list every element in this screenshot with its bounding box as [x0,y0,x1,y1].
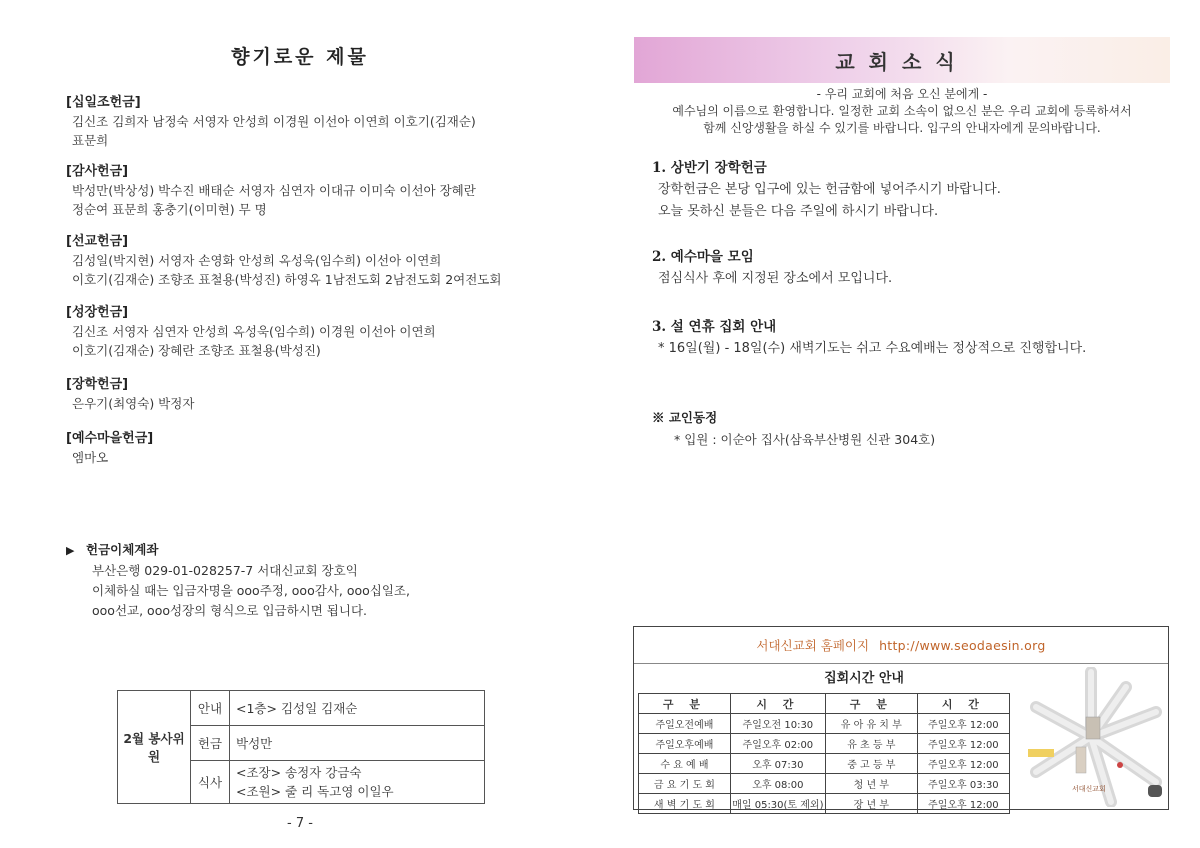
table-cell: 주일오전 10:30 [730,714,825,734]
news-body: 오늘 못하신 분들은 다음 주일에 하시기 바랍니다. [658,204,939,219]
offering-tithe [66,93,566,150]
offering-names: 엠마오 [72,450,109,465]
member-news-heading: ※ 교인동정 [652,410,718,425]
news-body: 장학헌금은 본당 입구에 있는 헌금함에 넣어주시기 바랍니다. [658,182,1001,197]
offering-heading: [십일조헌금] [66,95,141,110]
service-info-box [633,626,1169,810]
offerings-title: 향기로운 제물 [231,46,369,68]
homepage-label: 서대신교회 홈페이지 [756,638,870,653]
table-cell: 주일오후 12:00 [917,794,1009,814]
offering-scholarship [66,375,566,413]
schedule-table [638,693,1010,814]
news-item-scholarship [652,157,1172,223]
table-cell: 오후 07:30 [730,754,825,774]
volunteer-label: 2월 봉사위원 [118,691,191,804]
news-item-village [652,246,1172,290]
table-cell: 주일오후 12:00 [917,714,1009,734]
offering-mission [66,232,566,289]
offering-names: 이호기(김재순) 장혜란 조향조 표철용(박성진) [72,343,321,358]
offering-names: 박성만(박상성) 박수진 배태순 서영자 심연자 이대규 이미숙 이선아 장혜란 [72,183,476,198]
table-cell: 청 년 부 [825,774,917,794]
table-cell: 장 년 부 [825,794,917,814]
news-heading: 3. 설 연휴 집회 안내 [652,319,777,335]
table-cell: 주일오후 03:30 [917,774,1009,794]
table-row [639,734,1010,754]
welcome-line: 함께 신앙생활을 하실 수 있기를 바랍니다. 입구의 안내자에게 문의바랍니다. [703,121,1101,135]
table-cell: 주일오전예배 [639,714,731,734]
offering-names: 김신조 김희자 남정숙 서영자 안성희 이경원 이선아 이연희 이호기(김재순) [72,114,476,129]
offering-heading: [성장헌금] [66,305,129,320]
table-cell: 유 아 유 치 부 [825,714,917,734]
banner-title: 교회소식 [835,49,969,74]
volunteer-category: 식사 [191,761,230,804]
offering-heading: [감사헌금] [66,164,129,179]
table-row [639,754,1010,774]
table-cell: 유 초 등 부 [825,734,917,754]
member-news-line: * 입원 : 이순아 집사(삼육부산병원 신관 304호) [674,432,936,447]
news-body: 점심식사 후에 지정된 장소에서 모입니다. [658,271,893,286]
offering-names: 은우기(최영숙) 박정자 [72,396,195,411]
volunteer-table [117,690,485,804]
transfer-heading: ▶ 헌금이체계좌 [66,540,566,561]
offering-names: 김성일(박지현) 서영자 손영화 안성희 옥성욱(임수희) 이선아 이연희 [72,253,442,268]
homepage-url[interactable]: http://www.seodaesin.org [879,638,1046,653]
volunteer-names: <조장> 송정자 강금숙 <조원> 줄 리 독고영 이일우 [230,761,485,804]
table-cell: 주일오후 12:00 [917,754,1009,774]
offering-heading: [선교헌금] [66,234,129,249]
offering-names: 김신조 서영자 심연자 안성희 옥성욱(임수희) 이경원 이선아 이연희 [72,324,436,339]
table-cell: 수 요 예 배 [639,754,731,774]
table-row [639,714,1010,734]
offering-names: 정순여 표문희 홍충기(이미현) 무 명 [72,202,267,217]
table-row [118,691,485,726]
member-news [652,407,1172,451]
news-body: * 16일(월) - 18일(수) 새벽기도는 쉬고 수요예배는 정상적으로 진행합니다. [658,341,1087,356]
volunteer-category: 헌금 [191,726,230,761]
welcome-line: 예수님의 이름으로 환영합니다. 일정한 교회 소속이 없으신 분은 우리 교회에 등록하셔서 [672,104,1132,118]
table-cell: 매일 05:30(토 제외) [730,794,825,814]
schedule-title: 집회시간 안내 [824,671,904,686]
table-row [639,794,1010,814]
table-row [639,774,1010,794]
offering-jesus-village [66,429,566,467]
table-cell: 주일오후 12:00 [917,734,1009,754]
column-header: 시 간 [917,694,1009,714]
table-header-row [639,694,1010,714]
offering-names: 표문희 [72,133,109,148]
column-header: 구 분 [825,694,917,714]
homepage-banner [634,627,1168,664]
transfer-account-info [66,540,566,621]
table-cell: 중 고 등 부 [825,754,917,774]
volunteer-names: <1층> 김성일 김재순 [230,691,485,726]
news-heading: 1. 상반기 장학헌금 [652,160,767,176]
offering-heading: [장학헌금] [66,377,129,392]
news-item-holiday [652,316,1172,360]
volunteer-names: 박성만 [230,726,485,761]
offering-heading: [예수마을헌금] [66,431,154,446]
table-cell: 오후 08:00 [730,774,825,794]
triangle-bullet-icon: ▶ [66,544,75,557]
transfer-line: ooo선교, ooo성장의 형식으로 입금하시면 됩니다. [92,603,368,618]
page-number: - 7 - [287,816,313,831]
offering-growth [66,303,566,360]
table-cell: 새 벽 기 도 회 [639,794,731,814]
church-news-banner [634,37,1170,83]
table-cell: 주일오후예배 [639,734,731,754]
news-heading: 2. 예수마을 모임 [652,249,754,265]
column-header: 시 간 [730,694,825,714]
column-header: 구 분 [639,694,731,714]
offering-thanks [66,162,566,219]
table-cell: 금 요 기 도 회 [639,774,731,794]
table-cell: 주일오후 02:00 [730,734,825,754]
church-location-map [1016,667,1166,807]
volunteer-category: 안내 [191,691,230,726]
transfer-line: 부산은행 029-01-028257-7 서대신교회 장호익 [92,563,358,578]
offering-names: 이호기(김재순) 조향조 표철용(박성진) 하영옥 1남전도회 2남전도회 2여전도회 [72,272,502,287]
welcome-heading: - 우리 교회에 처음 오신 분에게 - [816,87,988,101]
transfer-line: 이체하실 때는 입금자명을 ooo주정, ooo감사, ooo십일조, [92,583,410,598]
map-church-label: 서대신교회 [1072,785,1106,793]
